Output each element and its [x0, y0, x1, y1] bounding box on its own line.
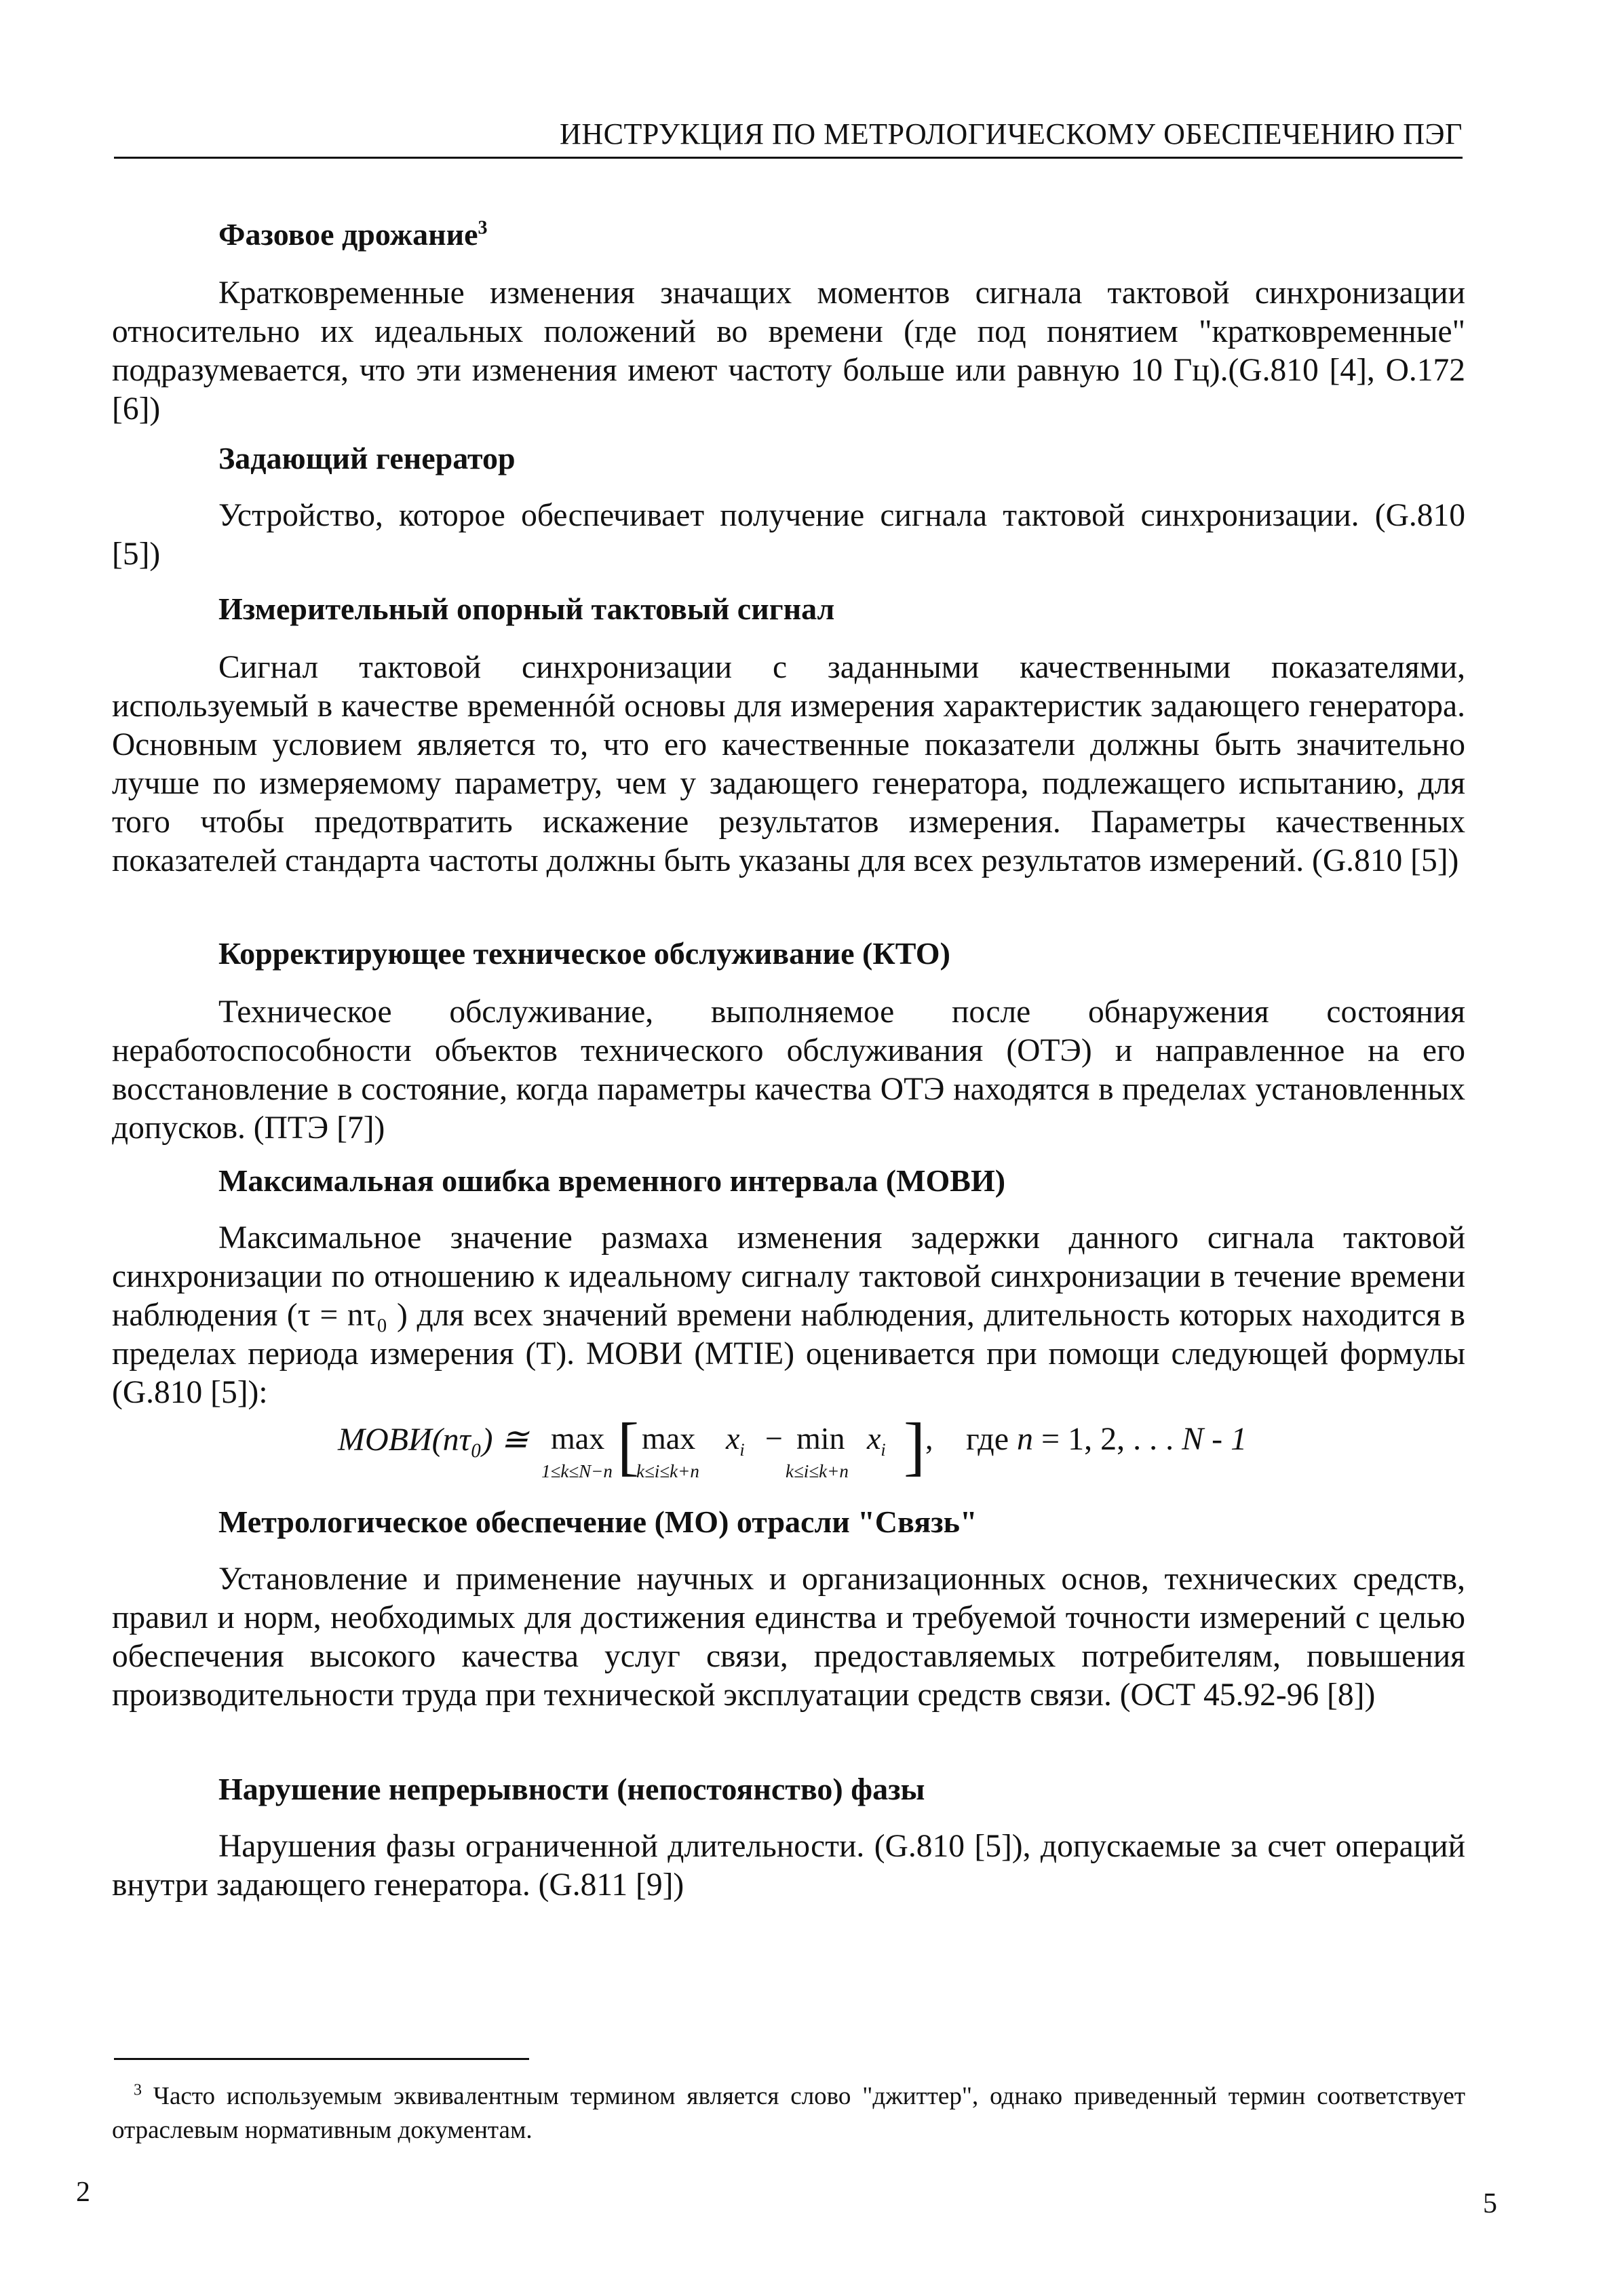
formula-lhs: МОВИ(nτ₀) ≅ [338, 1422, 528, 1458]
formula-max-outer: max [551, 1421, 605, 1456]
page-number-right: 5 [1483, 2188, 1497, 2219]
footnote-text: Часто используемым эквивалентным термином является слово "джиттер", однако приведенный термин соответствует отраслевым нормативным документам. [112, 2082, 1466, 2144]
formula-condition: где n = 1, 2, . . . N - 1 [966, 1421, 1248, 1457]
formula-min-range: k≤i≤k+n [786, 1461, 849, 1481]
mtie-formula [338, 1410, 1288, 1490]
term-definition [112, 1827, 1465, 1905]
term-title-metrology-support: Метрологическое обеспечение (МО) отрасли "Связь" [218, 1504, 978, 1539]
footnote-divider [114, 2058, 529, 2060]
formula-max-inner-range: k≤i≤k+n [636, 1461, 699, 1481]
term-definition-text: Устройство, которое обеспечивает получение сигнала тактовой синхронизации. (G.810 [5]) [112, 498, 1465, 572]
term-definition-text: Сигнал тактовой синхронизации с заданными качественными показателями, используемый в качестве временнóй основы для измерения характеристик задающего генератора. Основным условием является то, что его качественные показатели должны быть значительно лучше по измеряемому параметру, чем у задающего генератора, подлежащего испытанию, для того чтобы предотвратить искажение результатов измерения. Параметры качественных показателей стандарта частоты должны быть указаны для всех результатов измерений. (G.810 [5]) [112, 650, 1465, 878]
term-definition [112, 1560, 1465, 1715]
term-title-phase-discontinuity: Нарушение непрерывности (непостоянство) фазы [218, 1772, 925, 1806]
term-definition-text: Кратковременные изменения значащих моментов сигнала тактовой синхронизации относительно их идеальных положений во времени (где под понятием "кратковременные" подразумевается, что эти изменения имеют частоту больше или равную 10 Гц).(G.810 [4], O.172 [6]) [112, 275, 1465, 427]
formula-min: min [796, 1421, 845, 1456]
term-title-corrective-maintenance: Корректирующее техническое обслуживание (КТО) [218, 936, 950, 971]
footnote-mark: 3 [134, 2081, 142, 2099]
term-definition [112, 993, 1465, 1148]
running-header: ИНСТРУКЦИЯ ПО МЕТРОЛОГИЧЕСКОМУ ОБЕСПЕЧЕНИЮ ПЭГ [114, 117, 1463, 159]
term-title-phase-jitter [218, 216, 488, 254]
page-number-left: 2 [76, 2177, 90, 2208]
formula-var-x2: $x_i$ [867, 1421, 886, 1460]
term-definition [112, 274, 1465, 429]
term-title-master-clock: Задающий генератор [218, 441, 516, 475]
formula-minus: − [765, 1421, 783, 1456]
formula-var-x1: $x_i$ [726, 1421, 745, 1460]
term-title-text: Фазовое дрожание [218, 217, 478, 252]
term-definition-text: Нарушения фазы ограниченной длительности. (G.810 [5]), допускаемые за счет операций внутри задающего генератора. (G.811 [9]) [112, 1829, 1465, 1903]
term-definition-text: Максимальное значение размаха изменения задержки данного сигнала тактовой синхронизации по отношению к идеальному сигналу тактовой синхронизации в течение времени наблюдения (τ = nτ₀ ) для всех значений времени наблюдения, длительность которых находится в пределах периода измерения (T). МОВИ (MTIE) оценивается при помощи следующей формулы (G.810 [5]): [112, 1220, 1465, 1410]
footnote-ref: 3 [478, 217, 488, 239]
term-title-mtie: Максимальная ошибка временного интервала (МОВИ) [218, 1163, 1006, 1198]
term-definition [112, 648, 1465, 880]
formula-bracket-right-icon: ] [904, 1410, 925, 1482]
footnote [112, 2080, 1465, 2147]
formula-max-outer-range: 1≤k≤N−n [541, 1461, 613, 1481]
formula-bracket-left-icon: [ [617, 1410, 639, 1482]
term-title-reference-clock: Измерительный опорный тактовый сигнал [218, 591, 835, 626]
term-definition-text: Техническое обслуживание, выполняемое после обнаружения состояния неработоспособности объектов технического обслуживания (ОТЭ) и направленное на его восстановление в состояние, когда параметры качества ОТЭ находятся в пределах установленных допусков. (ПТЭ [7]) [112, 994, 1465, 1146]
formula-max-inner: max [642, 1421, 696, 1456]
term-definition [112, 1219, 1465, 1412]
term-definition-text: Установление и применение научных и организационных основ, технических средств, правил и норм, необходимых для достижения единства и требуемой точности измерений с целью обеспечения высокого качества услуг связи, предоставляемых потребителям, повышения производительности труда при технической эксплуатации средств связи. (ОСТ 45.92-96 [8]) [112, 1561, 1465, 1713]
term-definition [112, 497, 1465, 574]
formula-comma: , [925, 1421, 933, 1456]
